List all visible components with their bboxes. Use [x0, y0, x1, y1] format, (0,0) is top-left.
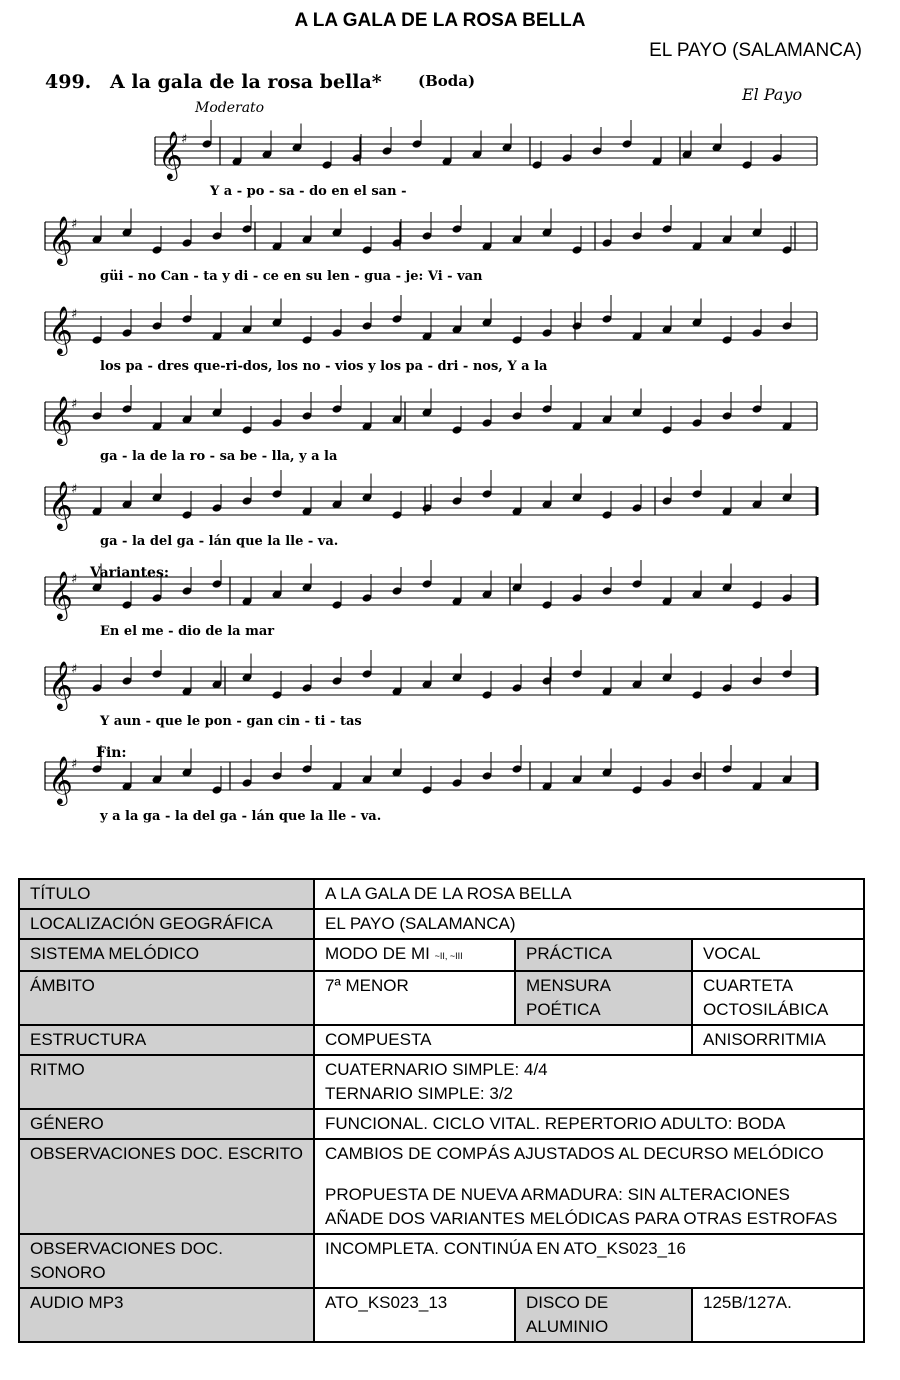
treble-clef: 𝄞 — [48, 215, 73, 264]
page-title: A LA GALA DE LA ROSA BELLA — [294, 10, 586, 31]
label-titulo: TÍTULO — [19, 879, 314, 909]
mensura-value-1: CUARTETA — [703, 976, 794, 995]
treble-clef: 𝄞 — [48, 305, 73, 354]
row-estructura — [19, 1025, 864, 1055]
key-sharp: ♯ — [71, 397, 78, 412]
treble-clef: 𝄞 — [48, 395, 73, 444]
row-audio — [19, 1288, 864, 1342]
variants-label: Variantes: — [90, 565, 170, 581]
lyrics-line: ga - la de la ro - sa be - lla, y a la — [100, 449, 338, 464]
row-ritmo — [19, 1055, 864, 1109]
fin-label: Fin: — [96, 745, 127, 761]
value-sistema — [314, 939, 515, 971]
label-mensura — [515, 971, 692, 1025]
sistema-text: MODO DE MI — [325, 944, 430, 963]
mensura-label-2: POÉTICA — [526, 1000, 601, 1019]
lyrics-line: En el me - dio de la mar — [100, 624, 275, 639]
staff-system — [45, 745, 817, 824]
row-titulo — [19, 879, 864, 909]
mensura-value-2: OCTOSILÁBICA — [703, 1000, 829, 1019]
score-number: 499. — [45, 71, 92, 93]
row-genero — [19, 1109, 864, 1139]
page-location: EL PAYO (SALAMANCA) — [649, 40, 862, 61]
key-sharp: ♯ — [71, 217, 78, 232]
staff-system — [45, 385, 817, 464]
score-title: A la gala de la rosa bella* — [110, 71, 382, 93]
staff-system — [45, 650, 817, 729]
value-localizacion: EL PAYO (SALAMANCA) — [314, 909, 864, 939]
treble-clef: 𝄞 — [48, 480, 73, 529]
value-obs-sonoro: INCOMPLETA. CONTINÚA EN ATO_KS023_16 — [314, 1234, 864, 1288]
row-obs-sonoro — [19, 1234, 864, 1288]
label-estructura: ESTRUCTURA — [19, 1025, 314, 1055]
value-genero: FUNCIONAL. CICLO VITAL. REPERTORIO ADULTO: BODA — [314, 1109, 864, 1139]
value-ambito: 7ª MENOR — [314, 971, 515, 1025]
sistema-subscript: ~II, ~III — [434, 951, 463, 961]
treble-clef: 𝄞 — [48, 755, 73, 804]
lyrics-line: Y aun - que le pon - gan cin - ti - tas — [100, 714, 362, 729]
staff-system — [45, 205, 817, 284]
ritmo-line-2: TERNARIO SIMPLE: 3/2 — [325, 1084, 513, 1103]
lyrics-line: y a la ga - la del ga - lán que la lle - va. — [100, 809, 382, 824]
lyrics-line: Y a - po - sa - do en el san - — [210, 184, 407, 199]
obs-escrito-line-2: PROPUESTA DE NUEVA ARMADURA: SIN ALTERACIONES — [325, 1185, 790, 1204]
treble-clef: 𝄞 — [158, 130, 183, 179]
lyrics-line: güi - no Can - ta y di - ce en su len - gua - je: Vi - van — [100, 269, 483, 284]
disco-label-2: ALUMINIO — [526, 1317, 609, 1336]
row-localizacion — [19, 909, 864, 939]
treble-clef: 𝄞 — [48, 570, 73, 619]
label-genero: GÉNERO — [19, 1109, 314, 1139]
key-sharp: ♯ — [71, 482, 78, 497]
label-audio: AUDIO MP3 — [19, 1288, 314, 1342]
staff-system — [45, 470, 817, 549]
label-ritmo: RITMO — [19, 1055, 314, 1109]
label-obs-sonoro: OBSERVACIONES DOC. SONORO — [19, 1234, 314, 1288]
label-ambito: ÁMBITO — [19, 971, 314, 1025]
row-obs-escrito — [19, 1139, 864, 1234]
value-disco: 125B/127A. — [692, 1288, 864, 1342]
metadata-table — [18, 878, 865, 1343]
disco-label-1: DISCO DE — [526, 1293, 609, 1312]
label-localizacion: LOCALIZACIÓN GEOGRÁFICA — [19, 909, 314, 939]
staff-system — [155, 120, 817, 199]
key-sharp: ♯ — [71, 662, 78, 677]
mensura-label-1: MENSURA — [526, 976, 612, 995]
lyrics-line: ga - la del ga - lán que la lle - va. — [100, 534, 339, 549]
treble-clef: 𝄞 — [48, 660, 73, 709]
label-sistema: SISTEMA MELÓDICO — [19, 939, 314, 971]
staff-systems — [45, 120, 817, 824]
score-author: El Payo — [742, 85, 803, 104]
label-obs-escrito: OBSERVACIONES DOC. ESCRITO — [19, 1139, 314, 1234]
score-occasion: (Boda) — [418, 72, 476, 90]
value-estructura-extra: ANISORRITMIA — [692, 1025, 864, 1055]
label-disco — [515, 1288, 692, 1342]
obs-escrito-line-3: AÑADE DOS VARIANTES MELÓDICAS PARA OTRAS ESTROFAS — [325, 1209, 838, 1228]
value-audio: ATO_KS023_13 — [314, 1288, 515, 1342]
music-score — [30, 62, 870, 852]
row-sistema — [19, 939, 864, 971]
value-estructura: COMPUESTA — [314, 1025, 692, 1055]
value-obs-escrito — [314, 1139, 864, 1234]
key-sharp: ♯ — [71, 757, 78, 772]
value-practica: VOCAL — [692, 939, 864, 971]
lyrics-line: los pa - dres que-ri-dos, los no - vios y los pa - dri - nos, Y a la — [100, 359, 548, 374]
value-titulo: A LA GALA DE LA ROSA BELLA — [314, 879, 864, 909]
row-ambito — [19, 971, 864, 1025]
key-sharp: ♯ — [71, 307, 78, 322]
value-mensura — [692, 971, 864, 1025]
key-sharp: ♯ — [181, 132, 188, 147]
staff-system — [45, 295, 817, 374]
obs-escrito-line-1: CAMBIOS DE COMPÁS AJUSTADOS AL DECURSO MELÓDICO — [325, 1144, 824, 1163]
tempo-marking: Moderato — [195, 100, 265, 116]
ritmo-line-1: CUATERNARIO SIMPLE: 4/4 — [325, 1060, 548, 1079]
label-practica: PRÁCTICA — [515, 939, 692, 971]
value-ritmo — [314, 1055, 864, 1109]
key-sharp: ♯ — [71, 572, 78, 587]
obs-escrito-spacer — [325, 1166, 853, 1183]
